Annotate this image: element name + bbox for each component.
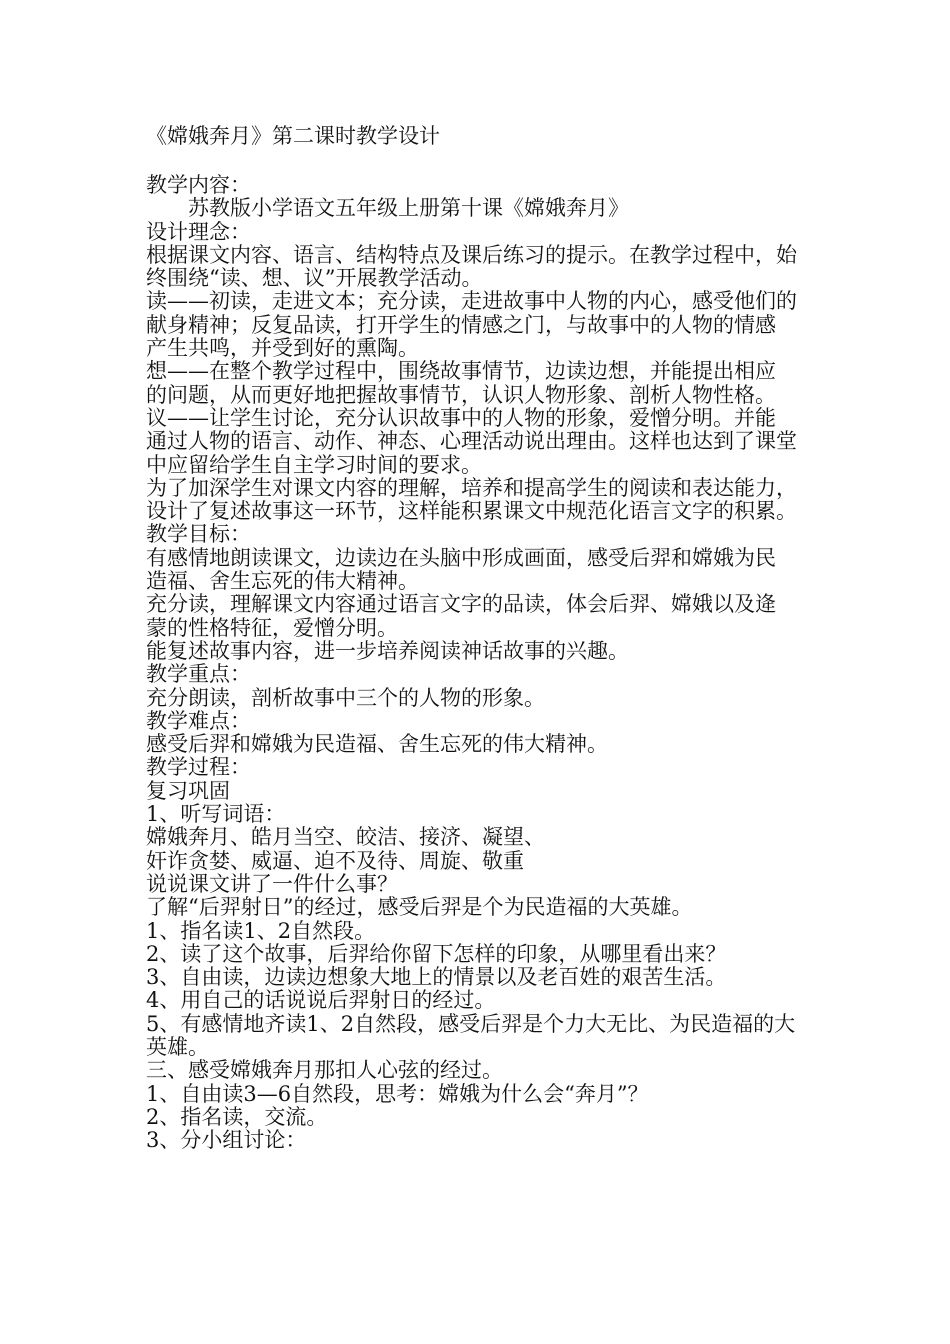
section-heading: 复习巩固: [146, 778, 230, 803]
paragraph-line: 终围绕“读、想、议”开展教学活动。: [146, 266, 483, 291]
list-item: 1、听写词语：: [146, 802, 286, 827]
paragraph-line: 有感情地朗读课文，边读边在头脑中形成画面，感受后羿和嫦娥为民: [146, 545, 776, 570]
paragraph-line: 能复述故事内容，进一步培养阅读神话故事的兴趣。: [146, 638, 629, 663]
paragraph-line: 感受后羿和嫦娥为民造福、舍生忘死的伟大精神。: [146, 732, 608, 757]
list-item: 3、自由读，边读边想象大地上的情景以及老百姓的艰苦生活。: [146, 965, 727, 990]
paragraph-line: 苏教版小学语文五年级上册第十课《嫦娥奔月》: [188, 196, 629, 221]
document-body: [146, 174, 846, 1152]
paragraph-line: 嫦娥奔月、皓月当空、皎洁、接济、凝望、: [146, 825, 545, 850]
list-item: 1、自由读3—6自然段，思考：嫦娥为什么会“奔月”？: [146, 1081, 649, 1106]
paragraph-line: 蒙的性格特征，爱憎分明。: [146, 615, 398, 640]
heading-teaching-goals: 教学目标：: [146, 522, 251, 547]
paragraph-line: 想——在整个教学过程中，围绕故事情节，边读边想，并能提出相应: [146, 359, 776, 384]
paragraph-line: 造福、舍生忘死的伟大精神。: [146, 569, 419, 594]
document-title: 《嫦娥奔月》第二课时教学设计: [146, 124, 440, 148]
paragraph-line: 读——初读，走进文本；充分读，走进故事中人物的内心，感受他们的: [146, 289, 797, 314]
heading-teaching-content: 教学内容：: [146, 173, 251, 197]
list-item: 3、分小组讨论：: [146, 1128, 307, 1153]
section-heading: 了解“后羿射日”的经过，感受后羿是个为民造福的大英雄。: [146, 895, 693, 920]
paragraph-line: 充分读，理解课文内容通过语言文字的品读，体会后羿、嫦娥以及逄: [146, 592, 776, 617]
paragraph-line: 设计了复述故事这一环节，这样能积累课文中规范化语言文字的积累。: [146, 499, 797, 524]
paragraph-line: 充分朗读，剖析故事中三个的人物的形象。: [146, 685, 545, 710]
paragraph-line: 通过人物的语言、动作、神态、心理活动说出理由。这样也达到了课堂: [146, 429, 797, 454]
paragraph-line: 说说课文讲了一件什么事？: [146, 871, 398, 896]
list-item: 1、指名读1、2自然段。: [146, 918, 376, 943]
heading-teaching-process: 教学过程：: [146, 755, 251, 780]
paragraph-line: 中应留给学生自主学习时间的要求。: [146, 452, 482, 477]
heading-design-concept: 设计理念：: [146, 219, 251, 244]
paragraph-line: 产生共鸣，并受到好的熏陶。: [146, 336, 419, 361]
paragraph-line: 英雄。: [146, 1034, 209, 1059]
list-item: 2、读了这个故事，后羿给你留下怎样的印象，从哪里看出来？: [146, 941, 727, 966]
paragraph-line: 为了加深学生对课文内容的理解，培养和提高学生的阅读和表达能力，: [146, 475, 797, 500]
paragraph-line: 根据课文内容、语言、结构特点及课后练习的提示。在教学过程中，始: [146, 242, 797, 267]
paragraph-line: 奸诈贪婪、威逼、迫不及待、周旋、敬重: [146, 848, 524, 873]
heading-difficulties: 教学难点：: [146, 708, 251, 733]
paragraph-line: 议——让学生讨论，充分认识故事中的人物的形象，爱憎分明。并能: [146, 405, 776, 430]
paragraph-line: 的问题，从而更好地把握故事情节，认识人物形象、剖析人物性格。: [146, 382, 776, 407]
list-item: 2、指名读，交流。: [146, 1104, 328, 1129]
paragraph-line: 献身精神；反复品读，打开学生的情感之门，与故事中的人物的情感: [146, 312, 776, 337]
document-page: [146, 120, 846, 1152]
section-heading: 三、感受嫦娥奔月那扣人心弦的经过。: [146, 1058, 503, 1083]
list-item: 5、有感情地齐读1、2自然段，感受后羿是个力大无比、为民造福的大: [146, 1011, 796, 1036]
list-item: 4、用自己的话说说后羿射日的经过。: [146, 988, 496, 1013]
heading-key-points: 教学重点：: [146, 662, 251, 687]
